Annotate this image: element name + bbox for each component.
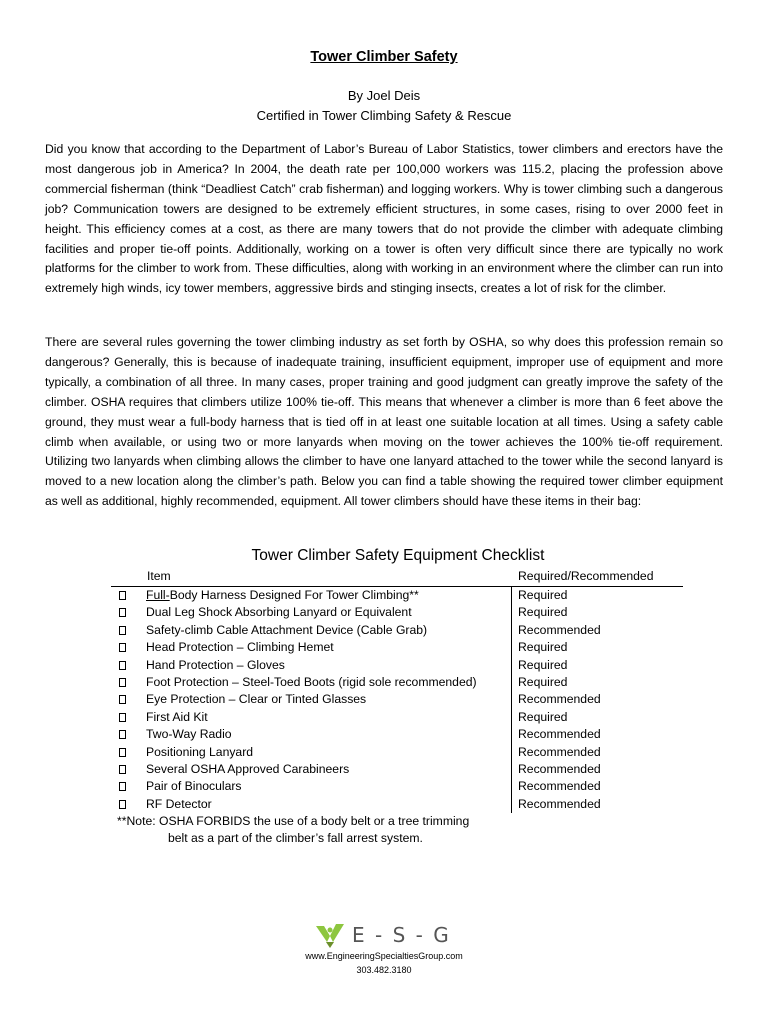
equipment-status: Recommended [518,727,601,742]
table-row [111,796,683,813]
checkbox-icon[interactable] [119,643,126,652]
equipment-status: Recommended [518,761,601,776]
equipment-item [146,623,427,637]
equipment-status: Recommended [518,779,601,794]
table-row [111,691,683,708]
author-certification: Certified in Tower Climbing Safety & Rescue [256,108,512,123]
equipment-item-label: Eye Protection – Clear or Tinted Glasses [146,692,367,707]
osha-note-line-1: **Note: OSHA FORBIDS the use of a body belt or a tree trimming [117,814,470,828]
table-row [111,639,683,656]
checkbox-icon[interactable] [119,782,126,791]
column-header-status: Required/Recommended [518,569,654,583]
paragraph-osha-rules: There are several rules governing the tower climbing industry as set forth by OSHA, so why does this profession remain so dangerous? Generally, this is because of inadequate training, insufficient equipment, improper use of equipment and more typically, a combination of all three. In many cases, proper training and good judgment can greatly improve the safety of the climber. OSHA requires that climbers utilize 100% tie-off. This means that whenever a climber is more than 6 feet above the ground, they must wear a full-body harness that is tied off in at least one suitable location at all times. Using a safety cable climb when available, or using two or more lanyards when moving on the tower achieves the 100% tie-off requirement. Utilizing two lanyards when climbing allows the climber to have one lanyard attached to the tower while the second lanyard is moved to a new location along the climber’s path. Below you can find a table showing the required tower climber equipment as well as additional, highly recommended, equipment. All tower climbers should have these items in their bag: [45,335,723,509]
equipment-status: Recommended [518,744,601,759]
equipment-item [146,658,285,672]
checkbox-icon[interactable] [119,608,126,617]
equipment-item-label: Positioning Lanyard [146,744,254,759]
column-header-item: Item [147,569,171,583]
osha-note-line-2: belt as a part of the climber’s fall arrest system. [168,831,423,845]
equipment-item [146,797,212,811]
author-byline: By Joel Deis [347,88,421,103]
equipment-status: Required [518,588,568,602]
table-row [111,709,683,726]
table-header [111,568,683,587]
phone-number: 303.482.3180 [356,965,412,975]
table-row [111,761,683,778]
checkbox-icon[interactable] [119,678,126,687]
equipment-status: Required [518,709,568,724]
logo-text: E - S - G [352,923,451,947]
equipment-item [146,675,477,689]
checkbox-icon[interactable] [119,626,126,635]
table-row [111,744,683,761]
table-row [111,622,683,639]
equipment-item-label: RF Detector [146,796,212,811]
equipment-item-label: Head Protection – Climbing Hemet [146,640,334,655]
equipment-item [146,692,366,706]
equipment-status: Required [518,605,568,620]
equipment-status: Recommended [518,622,601,637]
checkbox-icon[interactable] [119,748,126,757]
table-row [111,657,683,674]
equipment-item-label: Hand Protection – Gloves [146,657,285,672]
equipment-item-label: Body Harness Designed For Tower Climbing** [169,588,419,602]
table-row [111,778,683,795]
leaf-logo-icon [314,922,348,948]
equipment-status: Required [518,674,568,689]
equipment-item [146,779,242,793]
equipment-item [146,745,253,759]
equipment-item [146,640,334,654]
equipment-status: Recommended [518,796,601,811]
checkbox-icon[interactable] [119,765,126,774]
website-link[interactable]: www.EngineeringSpecialtiesGroup.com [305,951,463,961]
equipment-item-label: Pair of Binoculars [146,779,242,794]
equipment-item-label: Dual Leg Shock Absorbing Lanyard or Equivalent [146,605,412,620]
equipment-item [146,727,232,741]
checkbox-icon[interactable] [119,695,126,704]
table-row [111,726,683,743]
equipment-item-label: Foot Protection – Steel-Toed Boots (rigid sole recommended) [146,674,477,689]
equipment-item [146,588,419,602]
table-row [111,674,683,691]
checklist-title: Tower Climber Safety Equipment Checklist [251,547,545,564]
equipment-item-label: Several OSHA Approved Carabineers [146,761,350,776]
table-row [111,604,683,621]
equipment-status: Recommended [518,692,601,707]
equipment-checklist-table [111,568,683,813]
checkbox-icon[interactable] [119,591,126,600]
checkbox-icon[interactable] [119,713,126,722]
document-title: Tower Climber Safety [310,49,458,65]
equipment-item-label: Safety-climb Cable Attachment Device (Cable Grab) [146,622,428,637]
equipment-status: Required [518,657,568,672]
equipment-item-label: First Aid Kit [146,709,208,724]
equipment-item-label: Two-Way Radio [146,727,232,742]
equipment-item [146,605,412,619]
table-body [111,587,683,813]
table-row [111,587,683,604]
equipment-status: Required [518,640,568,655]
checkbox-icon[interactable] [119,730,126,739]
equipment-item-emphasis: Full- [146,588,170,602]
paragraph-intro: Did you know that according to the Department of Labor’s Bureau of Labor Statistics, tower climbers and erectors have the most dangerous job in America? In 2004, the death rate per 100,000 workers was 115.2, placing the profession above commercial fisherman (think “Deadliest Catch” crab fisherman) and logging workers. Why is tower climbing such a dangerous job? Communication towers are designed to be extremely efficient structures, in some cases, rising to over 2000 feet in height. This efficiency comes at a cost, as there are many towers that do not provide the climber with adequate climbing facilities and proper tie-off points. Additionally, working on a tower is often very difficult since there are typically no work platforms for the climber to work from. These difficulties, along with working in an environment where the climber can run into extremely high winds, icy tower members, aggressive birds and stinging insects, creates a lot of risk for the climber. [45,142,723,296]
equipment-item [146,710,208,724]
esg-logo [314,922,464,950]
equipment-item [146,762,349,776]
checkbox-icon[interactable] [119,661,126,670]
checkbox-icon[interactable] [119,800,126,809]
